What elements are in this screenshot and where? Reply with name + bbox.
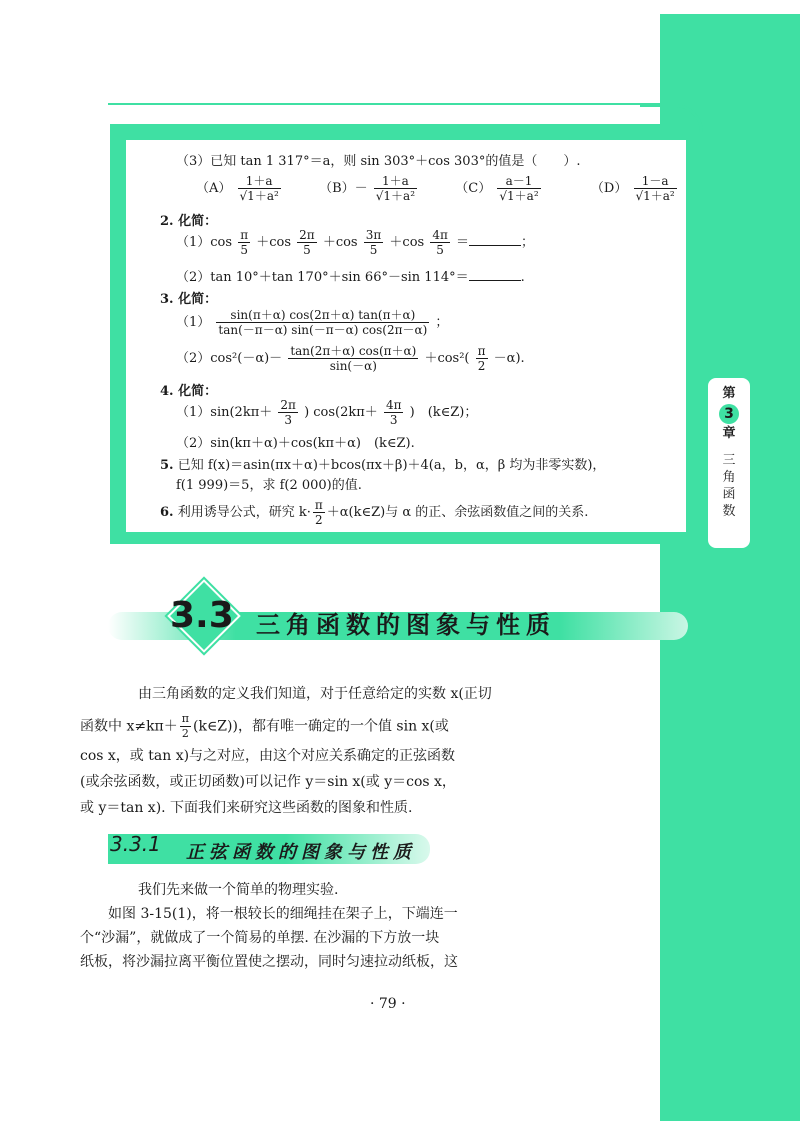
- body-line-3: 个“沙漏”，就做成了一个简易的单摆. 在沙漏的下方放一块: [80, 930, 440, 946]
- opt-d-label: （D）: [590, 181, 628, 196]
- chapter-number-badge: 3: [719, 404, 739, 424]
- q4-header: 4. 化简：: [160, 384, 218, 399]
- q3-stem: （3）已知 tan 1 317°＝a，则 sin 303°＋cos 303°的值是（ ）.: [176, 154, 581, 169]
- intro-line-3: cos x，或 tan x)与之对应，由这个对应关系确定的正弦函数: [80, 748, 456, 764]
- body-line-1: 我们先来做一个简单的物理实验.: [138, 882, 339, 898]
- exercise-box: [126, 140, 686, 532]
- answer-blank-1: [469, 233, 521, 246]
- q2-header: 2. 化简：: [160, 214, 218, 229]
- q2-part1: （1）cos $\frac{\pi}{5}$ ＋cos $\frac{2\pi}{5}$ ＋cos $\frac{3\pi}{5}$ ＋cos $\frac{4\pi}{5}$ ＝ ；: [176, 228, 535, 257]
- opt-d-frac: $\frac{1-a}{\text{√1＋a²}}$: [635, 174, 675, 203]
- answer-blank-2: [469, 268, 521, 281]
- q3b-part2: （2）cos²(－α)－ $\frac{\tan(2\pi+\alpha) \cos(\pi+\alpha)}{\sin(-\alpha)}$ ＋cos²( $\frac{\pi}{2}$ －α).: [176, 344, 525, 373]
- q3b-part1: （1） $\frac{\sin(\pi+\alpha) \cos(2\pi+\alpha) \tan(\pi+\alpha)}{\tan(-\pi-\alpha) \sin(-\pi-\alpha) \cos(2\pi-\alpha)}$ ；: [176, 308, 449, 337]
- intro-line-1: 由三角函数的定义我们知道，对于任意给定的实数 x(正切: [138, 686, 492, 702]
- q2-part2: （2）tan 10°＋tan 170°＋sin 66°－sin 114°＝ .: [176, 270, 525, 285]
- header-rule: [108, 103, 708, 105]
- opt-c-frac: $\frac{a-1}{\text{√1＋a²}}$: [499, 174, 539, 203]
- chapter-side-label: 第 3 章 三 角 函 数: [706, 376, 752, 550]
- section-number: 3.3: [170, 595, 234, 636]
- body-line-2: 如图 3-15(1)，将一根较长的细绳挂在架子上，下端连一: [108, 906, 458, 922]
- opt-a-label: （A）: [196, 181, 232, 196]
- opt-b-label: （B）－: [319, 181, 368, 196]
- opt-a-frac: $\frac{1+a}{\text{√1＋a²}}$: [239, 174, 279, 203]
- q3-options: [196, 174, 679, 203]
- q5-line1: 5. 已知 f(x)＝asin(πx＋α)＋bcos(πx＋β)＋4(a，b，α，β 均为非零实数)，: [160, 458, 606, 473]
- body-line-4: 纸板，将沙漏拉离平衡位置使之摆动，同时匀速拉动纸板，这: [80, 954, 458, 970]
- q4-part1: （1）sin(2kπ＋ $\frac{2\pi}{3}$ ) cos(2kπ＋ $\frac{4\pi}{3}$ ) (k∈Z)；: [176, 398, 478, 427]
- page-number: · 79 ·: [370, 996, 406, 1012]
- subsection-title: 正弦函数的图象与性质: [186, 842, 416, 863]
- intro-line-5: 或 y＝tan x). 下面我们来研究这些函数的图象和性质.: [80, 800, 413, 816]
- section-title: 三角函数的图象与性质: [256, 610, 556, 639]
- q3b-header: 3. 化简：: [160, 292, 218, 307]
- opt-c-label: （C）: [455, 181, 492, 196]
- intro-line-4: (或余弦函数，或正切函数)可以记作 y＝sin x(或 y＝cos x，: [80, 774, 456, 790]
- q4-part2: （2）sin(kπ＋α)＋cos(kπ＋α) (k∈Z).: [176, 436, 415, 451]
- opt-b-frac: $\frac{1+a}{\text{√1＋a²}}$: [375, 174, 416, 203]
- subsection-number: 3.3.1: [110, 832, 161, 856]
- q6-line: 6. 利用诱导公式，研究 k· $\frac{\pi}{2}$ ＋α(k∈Z)与 α 的正、余弦函数值之间的关系.: [160, 498, 589, 527]
- intro-line-2: 函数中 x≠kπ＋ $\frac{\pi}{2}$ (k∈Z))，都有唯一确定的一个值 sin x(或: [80, 712, 449, 740]
- q5-line2: f(1 999)＝5，求 f(2 000)的值.: [176, 478, 362, 493]
